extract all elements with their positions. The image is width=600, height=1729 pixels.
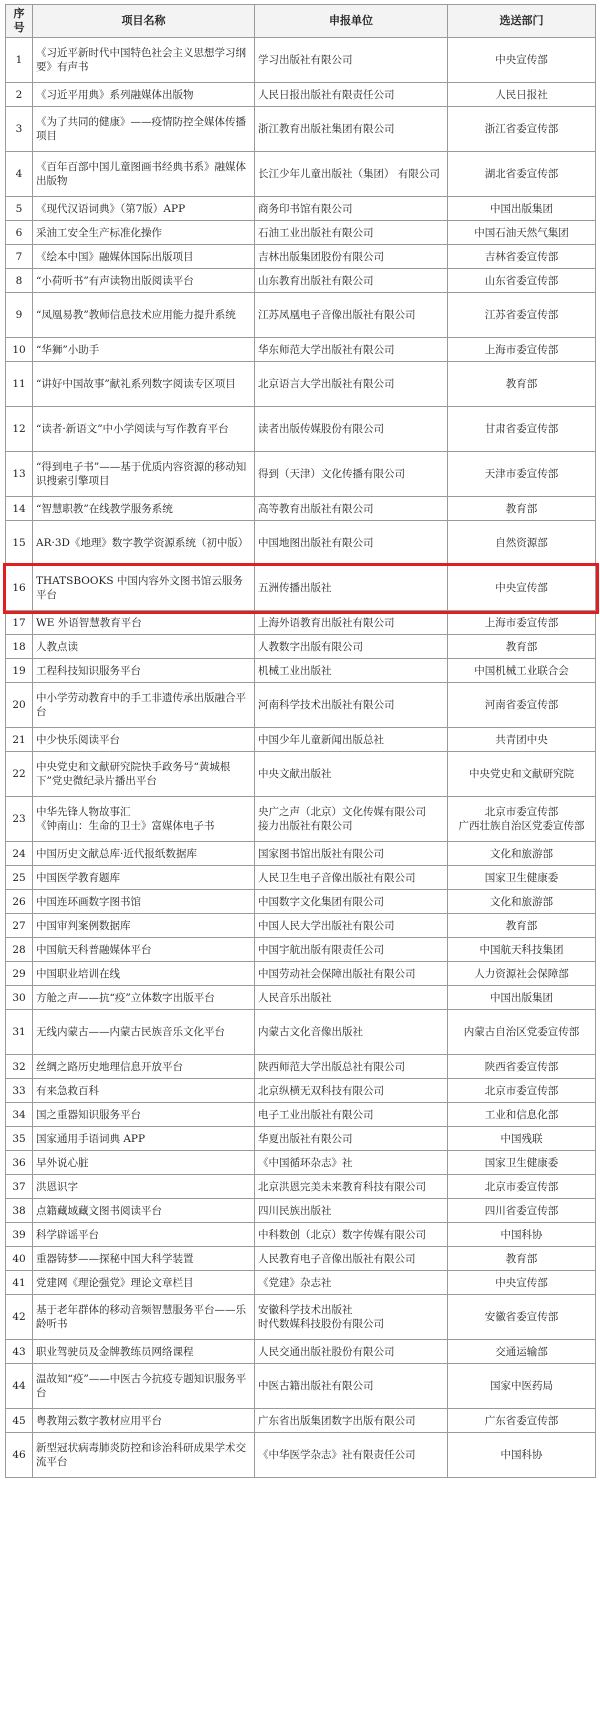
applicant-unit-line: 接力出版社有限公司 [258,820,353,832]
department-cell: 湖北省委宣传部 [448,152,596,197]
row-number-cell: 1 [6,38,33,83]
department-cell: 国家卫生健康委 [448,1151,596,1175]
row-number-cell: 22 [6,752,33,797]
project-name-cell: 中国医学教育题库 [33,866,255,890]
applicant-unit-cell: 中国少年儿童新闻出版总社 [255,728,448,752]
department-cell: 中国机械工业联合会 [448,659,596,683]
department-cell: 吉林省委宣传部 [448,245,596,269]
department-cell [448,797,596,842]
row-number-cell: 29 [6,962,33,986]
project-name-cell: 有来急救百科 [33,1079,255,1103]
department-cell: 教育部 [448,914,596,938]
project-name-cell: 职业驾驶员及金牌教练员网络课程 [33,1340,255,1364]
row-number-cell: 2 [6,83,33,107]
department-cell: 内蒙古自治区党委宣传部 [448,1010,596,1055]
department-cell: 上海市委宣传部 [448,338,596,362]
department-cell: 中央宣传部 [448,1271,596,1295]
table-header-row [6,5,596,38]
applicant-unit-cell: 内蒙古文化音像出版社 [255,1010,448,1055]
table-row [6,611,596,635]
table-row [6,986,596,1010]
table-row [6,293,596,338]
department-cell: 共青团中央 [448,728,596,752]
table-row [6,1409,596,1433]
project-name-cell: 洪恩识字 [33,1175,255,1199]
project-name-cell: 《绘本中国》融媒体国际出版项目 [33,245,255,269]
project-name-line: 中华先锋人物故事汇 [36,806,131,818]
project-name-cell: “讲好中国故事”献礼系列数字阅读专区项目 [33,362,255,407]
applicant-unit-cell: 中医古籍出版社有限公司 [255,1364,448,1409]
department-cell: 中央宣传部 [448,38,596,83]
table-row [6,890,596,914]
row-number-cell: 46 [6,1433,33,1478]
applicant-unit-cell: 中国人民大学出版社有限公司 [255,914,448,938]
applicant-unit-cell: 江苏凤凰电子音像出版社有限公司 [255,293,448,338]
applicant-unit-cell: 商务印书馆有限公司 [255,197,448,221]
project-name-cell: 中国审判案例数据库 [33,914,255,938]
table-row [6,1103,596,1127]
row-number-cell: 41 [6,1271,33,1295]
applicant-unit-cell: 人民教育电子音像出版社有限公司 [255,1247,448,1271]
row-number-cell: 6 [6,221,33,245]
table-row [6,407,596,452]
applicant-unit-cell: 华夏出版社有限公司 [255,1127,448,1151]
project-name-cell: 方舱之声——抗“疫”立体数字出版平台 [33,986,255,1010]
applicant-unit-cell: 浙江教育出版社集团有限公司 [255,107,448,152]
table-row [6,107,596,152]
project-name-cell: 温故知“疫”——中医古今抗疫专题知识服务平台 [33,1364,255,1409]
project-name-cell: 《习近平新时代中国特色社会主义思想学习纲要》有声书 [33,38,255,83]
row-number-cell: 10 [6,338,33,362]
department-cell: 北京市委宣传部 [448,1175,596,1199]
project-name-line: 《钟南山：生命的卫士》富媒体电子书 [36,820,215,832]
department-cell: 中国石油天然气集团 [448,221,596,245]
department-cell: 中国科协 [448,1433,596,1478]
applicant-unit-cell: 广东省出版集团数字出版有限公司 [255,1409,448,1433]
table-row [6,842,596,866]
department-cell: 江苏省委宣传部 [448,293,596,338]
row-number-cell: 12 [6,407,33,452]
table-row [6,221,596,245]
row-number-cell: 23 [6,797,33,842]
project-name-cell: 丝绸之路历史地理信息开放平台 [33,1055,255,1079]
table-row [6,914,596,938]
project-name-cell: 中国连环画数字图书馆 [33,890,255,914]
applicant-unit-cell [255,1295,448,1340]
row-number-cell: 30 [6,986,33,1010]
row-number-cell: 25 [6,866,33,890]
project-name-cell: “小荷听书”有声读物出版阅读平台 [33,269,255,293]
row-number-cell: 21 [6,728,33,752]
project-name-cell: 中国历史文献总库·近代报纸数据库 [33,842,255,866]
row-number-cell: 15 [6,521,33,566]
project-name-cell: “凤凰易教”教师信息技术应用能力提升系统 [33,293,255,338]
table-row [6,1199,596,1223]
project-name-cell: “读者·新语文”中小学阅读与写作教育平台 [33,407,255,452]
header-project-name: 项目名称 [33,5,255,38]
applicant-unit-cell: 五洲传播出版社 [255,566,448,611]
project-name-cell: “华狮”小助手 [33,338,255,362]
table-row [6,1223,596,1247]
table-row [6,1127,596,1151]
table-row [6,452,596,497]
table-row [6,1247,596,1271]
table-row [6,362,596,407]
table-row [6,1010,596,1055]
row-number-cell: 45 [6,1409,33,1433]
project-name-cell: 早外说心脏 [33,1151,255,1175]
applicant-unit-cell: 北京语言大学出版社有限公司 [255,362,448,407]
project-name-cell: 工程科技知识服务平台 [33,659,255,683]
applicant-unit-cell [255,797,448,842]
department-cell: 中国出版集团 [448,986,596,1010]
table-row [6,1055,596,1079]
applicant-unit-cell: 山东教育出版社有限公司 [255,269,448,293]
row-number-cell: 44 [6,1364,33,1409]
applicant-unit-line: 安徽科学技术出版社 [258,1304,353,1316]
applicant-unit-cell: 中国劳动社会保障出版社有限公司 [255,962,448,986]
applicant-unit-cell: 读者出版传媒股份有限公司 [255,407,448,452]
project-name-cell: 重器铸梦——探秘中国大科学装置 [33,1247,255,1271]
project-name-cell: 《现代汉语词典》（第7版）APP [33,197,255,221]
table-row [6,1364,596,1409]
department-cell: 上海市委宣传部 [448,611,596,635]
row-number-cell: 5 [6,197,33,221]
row-number-cell: 3 [6,107,33,152]
department-cell: 天津市委宣传部 [448,452,596,497]
row-number-cell: 20 [6,683,33,728]
applicant-unit-cell: 四川民族出版社 [255,1199,448,1223]
table-body [6,38,596,1478]
project-name-cell: 人教点读 [33,635,255,659]
project-name-cell: AR·3D《地理》数字教学资源系统（初中版） [33,521,255,566]
department-cell: 中国残联 [448,1127,596,1151]
table-row [6,938,596,962]
row-number-cell: 18 [6,635,33,659]
table-row [6,269,596,293]
row-number-cell: 38 [6,1199,33,1223]
row-number-cell: 43 [6,1340,33,1364]
applicant-unit-cell: 中国地图出版社有限公司 [255,521,448,566]
applicant-unit-cell: 人民卫生电子音像出版社有限公司 [255,866,448,890]
department-cell: 山东省委宣传部 [448,269,596,293]
applicant-unit-cell: 中国数字文化集团有限公司 [255,890,448,914]
table-row [6,1079,596,1103]
row-number-cell: 9 [6,293,33,338]
applicant-unit-cell: 人民交通出版社股份有限公司 [255,1340,448,1364]
department-cell: 工业和信息化部 [448,1103,596,1127]
table-row [6,1175,596,1199]
table-row [6,197,596,221]
department-cell: 人力资源社会保障部 [448,962,596,986]
department-cell: 浙江省委宣传部 [448,107,596,152]
row-number-cell: 33 [6,1079,33,1103]
applicant-unit-cell: 上海外语教育出版社有限公司 [255,611,448,635]
applicant-unit-cell: 国家图书馆出版社有限公司 [255,842,448,866]
row-number-cell: 32 [6,1055,33,1079]
table-row [6,659,596,683]
row-number-cell: 4 [6,152,33,197]
project-name-cell: 中小学劳动教育中的手工非遗传承出版融合平台 [33,683,255,728]
department-line: 北京市委宣传部 [484,806,559,818]
department-cell: 教育部 [448,497,596,521]
project-name-cell: 《习近平用典》系列融媒体出版物 [33,83,255,107]
department-cell: 中央党史和文献研究院 [448,752,596,797]
department-cell: 中国科协 [448,1223,596,1247]
department-cell: 文化和旅游部 [448,890,596,914]
row-number-cell: 37 [6,1175,33,1199]
applicant-unit-cell: 《中华医学杂志》社有限责任公司 [255,1433,448,1478]
project-name-cell: 国家通用手语词典 APP [33,1127,255,1151]
project-name-cell: 中国职业培训在线 [33,962,255,986]
department-cell: 中国航天科技集团 [448,938,596,962]
project-name-cell: 基于老年群体的移动音频智慧服务平台——乐龄听书 [33,1295,255,1340]
table-row [6,497,596,521]
table-row [6,752,596,797]
table-row [6,635,596,659]
project-name-cell: 《为了共同的健康》——疫情防控全媒体传播项目 [33,107,255,152]
table-row [6,728,596,752]
table-row [6,797,596,842]
applicant-unit-cell: 华东师范大学出版社有限公司 [255,338,448,362]
table-row [6,1271,596,1295]
row-number-cell: 42 [6,1295,33,1340]
applicant-unit-cell: 中央文献出版社 [255,752,448,797]
row-number-cell: 17 [6,611,33,635]
department-cell: 北京市委宣传部 [448,1079,596,1103]
row-number-cell: 13 [6,452,33,497]
applicant-unit-cell: 人民日报出版社有限责任公司 [255,83,448,107]
table-row [6,1433,596,1478]
project-name-cell: 党建网《理论强党》理论文章栏目 [33,1271,255,1295]
department-cell: 国家卫生健康委 [448,866,596,890]
row-number-cell: 34 [6,1103,33,1127]
project-name-cell: THATSBOOKS 中国内容外文图书馆云服务平台 [33,566,255,611]
applicant-unit-cell: 北京洪恩完美未来教育科技有限公司 [255,1175,448,1199]
department-cell: 中国出版集团 [448,197,596,221]
project-name-cell: 采油工安全生产标准化操作 [33,221,255,245]
applicant-unit-line: 央广之声（北京）文化传媒有限公司 [258,806,426,818]
department-cell: 教育部 [448,1247,596,1271]
project-name-cell: 科学辟谣平台 [33,1223,255,1247]
department-cell: 安徽省委宣传部 [448,1295,596,1340]
department-line: 广西壮族自治区党委宣传部 [458,820,585,832]
table-row [6,83,596,107]
applicant-unit-cell: 长江少年儿童出版社（集团） 有限公司 [255,152,448,197]
department-cell: 中央宣传部 [448,566,596,611]
table-row [6,683,596,728]
table-row [6,1295,596,1340]
department-cell: 人民日报社 [448,83,596,107]
row-number-cell: 16 [6,566,33,611]
applicant-unit-cell: 机械工业出版社 [255,659,448,683]
department-cell: 教育部 [448,635,596,659]
applicant-unit-cell: 人教数字出版有限公司 [255,635,448,659]
row-number-cell: 8 [6,269,33,293]
department-cell: 广东省委宣传部 [448,1409,596,1433]
department-cell: 国家中医药局 [448,1364,596,1409]
project-name-cell: “智慧职教”在线教学服务系统 [33,497,255,521]
department-cell: 四川省委宣传部 [448,1199,596,1223]
applicant-unit-cell: 学习出版社有限公司 [255,38,448,83]
applicant-unit-cell: 高等教育出版社有限公司 [255,497,448,521]
applicant-unit-cell: 得到（天津）文化传播有限公司 [255,452,448,497]
table-row [6,38,596,83]
project-name-cell: 中央党史和文献研究院快手政务号“黄城根下”党史微纪录片播出平台 [33,752,255,797]
project-name-cell: “得到电子书”——基于优质内容资源的移动知识搜索引擎项目 [33,452,255,497]
applicant-unit-cell: 《党建》杂志社 [255,1271,448,1295]
row-number-cell: 26 [6,890,33,914]
department-cell: 河南省委宣传部 [448,683,596,728]
project-name-cell: WE 外语智慧教育平台 [33,611,255,635]
row-number-cell: 7 [6,245,33,269]
project-name-cell: 点籍藏域藏文图书阅读平台 [33,1199,255,1223]
header-department: 选送部门 [448,5,596,38]
table-row [6,521,596,566]
row-number-cell: 39 [6,1223,33,1247]
table-row [6,1151,596,1175]
row-number-cell: 31 [6,1010,33,1055]
row-number-cell: 27 [6,914,33,938]
table-row [6,566,596,611]
row-number-cell: 14 [6,497,33,521]
applicant-unit-cell: 中国宇航出版有限责任公司 [255,938,448,962]
table-row [6,152,596,197]
table-row [6,866,596,890]
project-name-cell [33,797,255,842]
row-number-cell: 36 [6,1151,33,1175]
project-name-cell: 中国航天科普融媒体平台 [33,938,255,962]
project-name-cell: 国之重器知识服务平台 [33,1103,255,1127]
project-name-cell: 新型冠状病毒肺炎防控和诊治科研成果学术交流平台 [33,1433,255,1478]
applicant-unit-line: 时代数媒科技股份有限公司 [258,1318,384,1330]
table-row [6,1340,596,1364]
header-no: 序号 [6,5,33,38]
table-row [6,962,596,986]
row-number-cell: 11 [6,362,33,407]
applicant-unit-cell: 北京纵横无双科技有限公司 [255,1079,448,1103]
applicant-unit-cell: 河南科学技术出版社有限公司 [255,683,448,728]
applicant-unit-cell: 《中国循环杂志》社 [255,1151,448,1175]
department-cell: 教育部 [448,362,596,407]
department-cell: 甘肃省委宣传部 [448,407,596,452]
project-name-cell: 《百年百部中国儿童图画书经典书系》融媒体出版物 [33,152,255,197]
project-table [5,4,596,1478]
project-name-cell: 无线内蒙古——内蒙古民族音乐文化平台 [33,1010,255,1055]
table-row [6,245,596,269]
department-cell: 文化和旅游部 [448,842,596,866]
header-applicant-unit: 申报单位 [255,5,448,38]
applicant-unit-cell: 石油工业出版社有限公司 [255,221,448,245]
table-row [6,338,596,362]
row-number-cell: 28 [6,938,33,962]
department-cell: 自然资源部 [448,521,596,566]
applicant-unit-cell: 电子工业出版社有限公司 [255,1103,448,1127]
department-cell: 交通运输部 [448,1340,596,1364]
applicant-unit-cell: 吉林出版集团股份有限公司 [255,245,448,269]
department-cell: 陕西省委宣传部 [448,1055,596,1079]
row-number-cell: 24 [6,842,33,866]
applicant-unit-cell: 陕西师范大学出版总社有限公司 [255,1055,448,1079]
applicant-unit-cell: 人民音乐出版社 [255,986,448,1010]
project-name-cell: 中少快乐阅读平台 [33,728,255,752]
applicant-unit-cell: 中科数创（北京）数字传媒有限公司 [255,1223,448,1247]
row-number-cell: 35 [6,1127,33,1151]
project-name-cell: 粤教翔云数字教材应用平台 [33,1409,255,1433]
row-number-cell: 40 [6,1247,33,1271]
row-number-cell: 19 [6,659,33,683]
